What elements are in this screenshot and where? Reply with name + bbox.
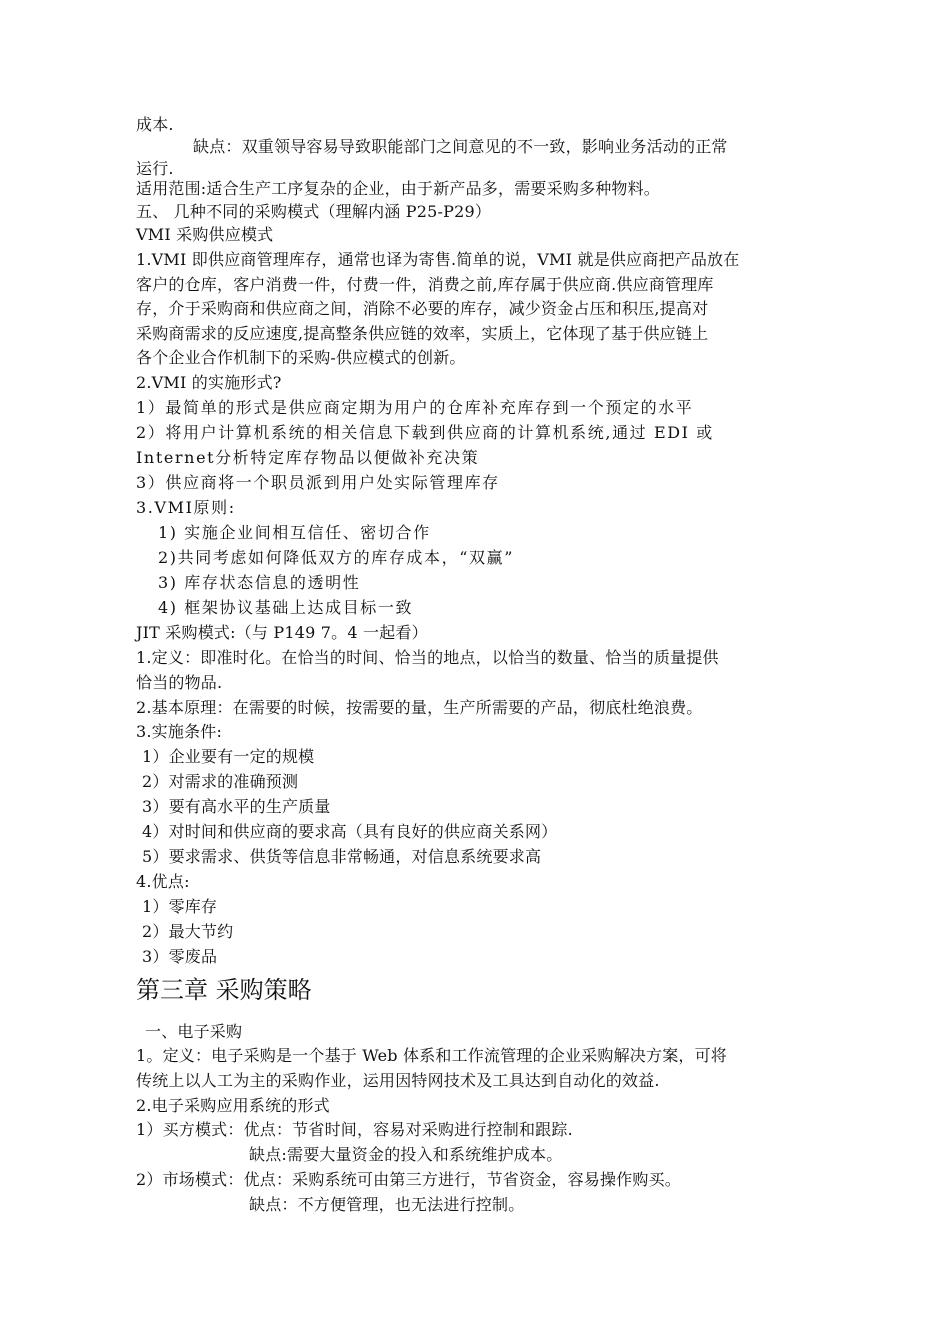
list-item: 4) 框架协议基础上达成目标一致 [158, 598, 414, 617]
text-line: 采购商需求的反应速度,提高整条供应链的效率，实质上，它体现了基于供应链上 [136, 324, 709, 343]
text-line: 成本. [136, 115, 174, 134]
text-line: 4.优点: [136, 872, 190, 891]
text-line: 缺点:需要大量资金的投入和系统维护成本。 [249, 1145, 563, 1164]
text-line: 客户的仓库，客户消费一件，付费一件，消费之前,库存属于供应商.供应商管理库 [136, 275, 714, 294]
text-line: 3.VMI原则: [136, 498, 236, 517]
text-line: 恰当的物品. [136, 673, 223, 692]
text-line: 各个企业合作机制下的采购-供应模式的创新。 [136, 348, 466, 367]
list-item: 1）企业要有一定的规模 [142, 747, 315, 766]
text-line: 缺点：不方便管理，也无法进行控制。 [249, 1195, 525, 1214]
section-heading: 五、 几种不同的采购模式（理解内涵 P25-P29） [136, 202, 492, 221]
list-item: 2)共同考虑如何降低双方的库存成本，“双赢” [158, 548, 514, 567]
text-line: Internet分析特定库存物品以便做补充决策 [136, 448, 480, 467]
list-item: 2）对需求的准确预测 [142, 772, 299, 791]
text-line: 2.基本原理：在需要的时候，按需要的量，生产所需要的产品，彻底杜绝浪费。 [136, 698, 703, 717]
chapter-title: 第三章 采购策略 [136, 976, 312, 1004]
list-item: 1) 实施企业间相互信任、密切合作 [158, 523, 431, 542]
list-item: 3）要有高水平的生产质量 [142, 797, 331, 816]
list-item: 3) 库存状态信息的透明性 [158, 573, 361, 592]
list-item: 3）零废品 [142, 947, 218, 966]
text-line: 运行. [136, 159, 174, 178]
text-line: 1）最简单的形式是供应商定期为用户的仓库补充库存到一个预定的水平 [136, 398, 694, 417]
text-line: 2.电子采购应用系统的形式 [136, 1096, 330, 1115]
text-line: 适用范围:适合生产工序复杂的企业，由于新产品多，需要采购多种物料。 [136, 179, 660, 198]
text-line: VMI 采购供应模式 [136, 225, 274, 244]
list-item: 5）要求需求、供货等信息非常畅通，对信息系统要求高 [142, 847, 542, 866]
section-heading: 一、电子采购 [145, 1022, 243, 1041]
text-line: 缺点：双重领导容易导致职能部门之间意见的不一致，影响业务活动的正常 [193, 137, 728, 156]
text-line: 1.定义：即准时化。在恰当的时间、恰当的地点，以恰当的数量、恰当的质量提供 [136, 648, 719, 667]
text-line: 3.实施条件: [136, 722, 223, 741]
text-line: 1。定义：电子采购是一个基于 Web 体系和工作流管理的企业采购解决方案，可将 [136, 1046, 728, 1065]
list-item: 1）零库存 [142, 897, 218, 916]
list-item: 4）对时间和供应商的要求高（具有良好的供应商关系网） [142, 822, 558, 841]
text-line: 2.VMI 的实施形式? [136, 373, 282, 392]
text-line: JIT 采购模式:（与 P149 7。4 一起看） [136, 623, 428, 642]
text-line: 2）将用户计算机系统的相关信息下载到供应商的计算机系统,通过 EDI 或 [136, 423, 714, 442]
text-line: 2）市场模式：优点：采购系统可由第三方进行，节省资金，容易操作购买。 [136, 1170, 681, 1189]
text-line: 传统上以人工为主的采购作业，运用因特网技术及工具达到自动化的效益. [136, 1071, 660, 1090]
text-line: 3）供应商将一个职员派到用户处实际管理库存 [136, 473, 500, 492]
text-line: 1.VMI 即供应商管理库存，通常也译为寄售.简单的说，VMI 就是供应商把产品放在 [136, 250, 740, 269]
list-item: 2）最大节约 [142, 922, 234, 941]
text-line: 1）买方模式：优点：节省时间，容易对采购进行控制和跟踪. [136, 1120, 573, 1139]
text-line: 存，介于采购商和供应商之间，消除不必要的库存，减少资金占压和积压,提高对 [136, 299, 709, 318]
